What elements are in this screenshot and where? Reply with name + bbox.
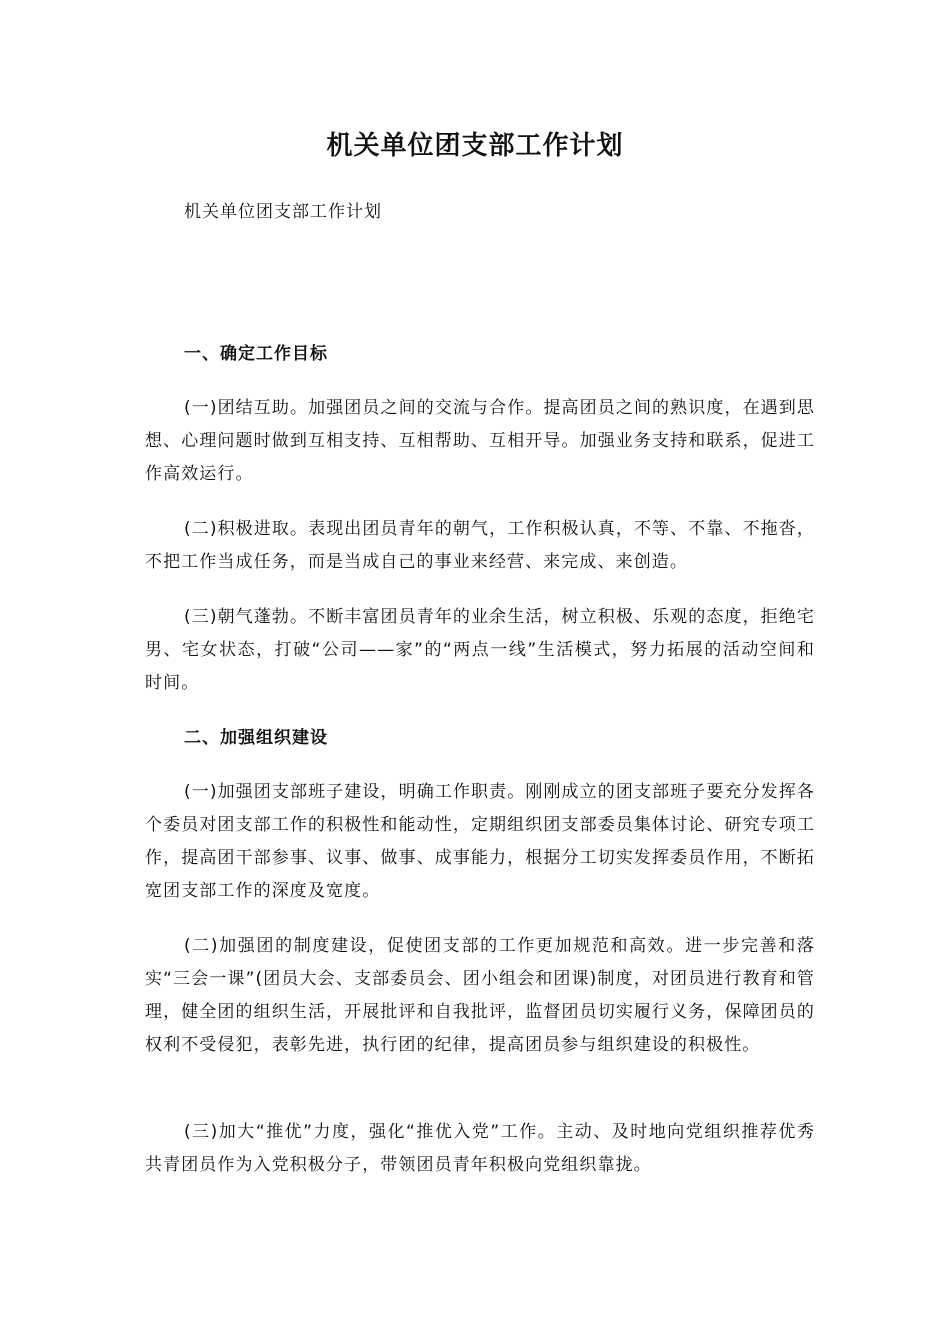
section-heading: 一、确定工作目标 (184, 344, 328, 364)
paragraph: (二)积极进取。表现出团员青年的朝气，工作积极认真，不等、不靠、不拖沓，不把工作当成任务，而是当成自己的事业来经营、来完成、来创造。 (145, 519, 815, 572)
document-subtitle: 机关单位团支部工作计划 (184, 202, 382, 222)
paragraph: (三)加大“推优”力度，强化“推优入党”工作。主动、及时地向党组织推荐优秀共青团员作为入党积极分子，带领团员青年积极向党组织靠拢。 (145, 1122, 815, 1175)
paragraph: (三)朝气蓬勃。不断丰富团员青年的业余生活，树立积极、乐观的态度，拒绝宅男、宅女状态，打破“公司——家”的“两点一线”生活模式，努力拓展的活动空间和时间。 (145, 607, 815, 693)
document-title: 机关单位团支部工作计划 (326, 131, 624, 161)
paragraph: (二)加强团的制度建设，促使团支部的工作更加规范和高效。进一步完善和落实“三会一课”(团员大会、支部委员会、团小组会和团课)制度，对团员进行教育和管理，健全团的组织生活，开展批评和自我批评，监督团员切实履行义务，保障团员的权利不受侵犯，表彰先进，执行团的纪律，提高团员参与组织建设的积极性。 (145, 936, 815, 1055)
paragraph: (一)加强团支部班子建设，明确工作职责。刚刚成立的团支部班子要充分发挥各个委员对团支部工作的积极性和能动性，定期组织团支部委员集体讨论、研究专项工作，提高团干部参事、议事、做事、成事能力，根据分工切实发挥委员作用，不断拓宽团支部工作的深度及宽度。 (145, 782, 815, 901)
section-heading: 二、加强组织建设 (184, 728, 328, 748)
paragraph: (一)团结互助。加强团员之间的交流与合作。提高团员之间的熟识度，在遇到思想、心理问题时做到互相支持、互相帮助、互相开导。加强业务支持和联系，促进工作高效运行。 (145, 398, 815, 484)
